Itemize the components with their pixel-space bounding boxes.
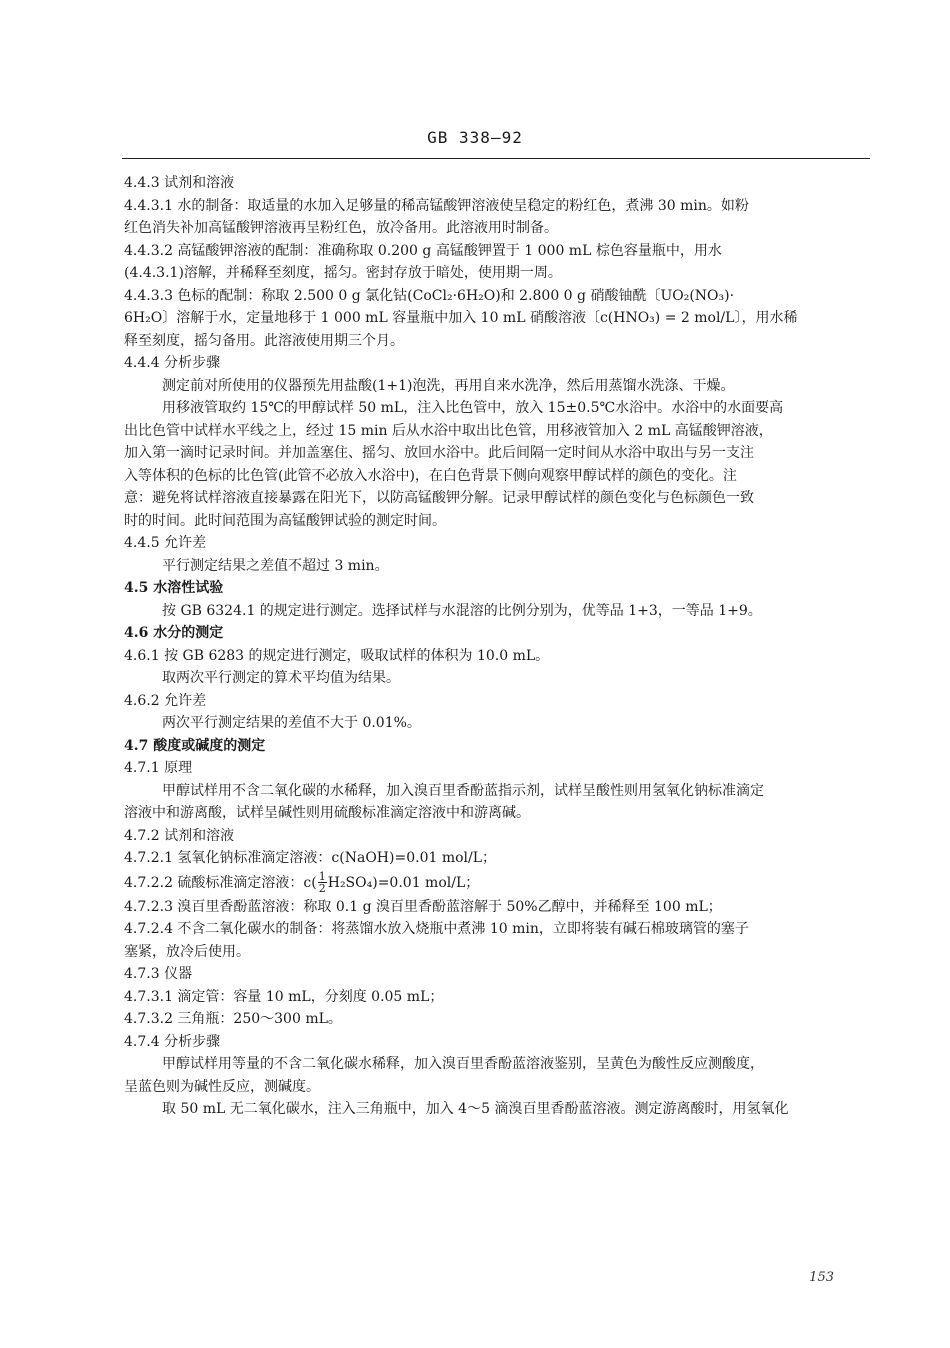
text-line-4-4-4-b: 用移液管取约 15℃的甲醇试样 50 mL，注入比色管中，放入 15±0.5℃水浴中。水浴中的水面要高 bbox=[162, 400, 784, 416]
fraction-denominator: 2 bbox=[318, 882, 326, 895]
text-line-4-7-2-4-a: 4.7.2.4 不含二氧化碳水的制备：将蒸馏水放入烧瓶中煮沸 10 min，立即将装有碱石棉玻璃管的塞子 bbox=[124, 921, 749, 937]
text-line-4-7-2-3: 4.7.2.3 溴百里香酚蓝溶液：称取 0.1 g 溴百里香酚蓝溶解于 50%乙醇中，并稀释至 100 mL； bbox=[124, 898, 722, 915]
text-line-4-6-1-a: 取两次平行测定的算术平均值为结果。 bbox=[162, 670, 400, 686]
text-line-4-5-a: 按 GB 6324.1 的规定进行测定。选择试样与水混溶的比例分别为，优等品 1+3，一等品 1+9。 bbox=[162, 602, 762, 619]
text-line-4-7-4-b: 呈蓝色则为碱性反应，测碱度。 bbox=[124, 1078, 320, 1095]
text-line-4-7: 4.7 酸度或碱度的测定 bbox=[124, 737, 266, 754]
text-line-4-4-4-d: 加入第一滴时记录时间。并加盖塞住、摇匀、放回水浴中。此后间隔一定时间从水浴中取出与另一支注 bbox=[124, 445, 754, 461]
text-line-4-4-3: 4.4.3 试剂和溶液 bbox=[124, 175, 235, 191]
document-header: GB 338—92 bbox=[427, 128, 523, 147]
text-line-4-7-1-a: 甲醇试样用不含二氧化碳的水稀释，加入溴百里香酚蓝指示剂，试样呈酸性则用氢氧化钠标准滴定 bbox=[162, 782, 764, 799]
text-line-4-4-5-a: 平行测定结果之差值不超过 3 min。 bbox=[162, 557, 389, 574]
text-line-4-7-3-1: 4.7.3.1 滴定管：容量 10 mL，分刻度 0.05 mL； bbox=[124, 988, 444, 1005]
text-line-4-4-3-1-b: 红色消失补加高锰酸钾溶液再呈粉红色，放冷备用。此溶液用时制备。 bbox=[124, 220, 558, 236]
text-line-4-6-1: 4.6.1 按 GB 6283 的规定进行测定，吸取试样的体积为 10.0 mL。 bbox=[124, 647, 550, 664]
text-line-4-4-4-f: 意：避免将试样溶液直接暴露在阳光下，以防高锰酸钾分解。记录甲醇试样的颜色变化与色标颜色一致 bbox=[124, 490, 754, 506]
text-line-4-6-2-a: 两次平行测定结果的差值不大于 0.01%。 bbox=[162, 715, 421, 731]
text-line-4-4-4-g: 时的时间。此时间范围为高锰酸钾试验的测定时间。 bbox=[124, 512, 446, 529]
text-line-4-7-2-1: 4.7.2.1 氢氧化钠标准滴定溶液：c(NaOH)=0.01 mol/L； bbox=[124, 850, 497, 866]
text-line-4-4-3-3-b: 6H₂O〕溶解于水，定量地移于 1 000 mL 容量瓶中加入 10 mL 硝酸溶液〔c(HNO₃) = 2 mol/L〕，用水稀 bbox=[124, 310, 798, 326]
text-line-4-7-3-2: 4.7.3.2 三角瓶：250～300 mL。 bbox=[124, 1011, 342, 1027]
text-line-4-7-2: 4.7.2 试剂和溶液 bbox=[124, 827, 235, 844]
frac-prefix: 4.7.2.2 硫酸标准滴定溶液：c( bbox=[124, 874, 317, 891]
text-line-4-7-1-b: 溶液中和游离酸，试样呈碱性则用硫酸标准滴定溶液中和游离碱。 bbox=[124, 805, 530, 821]
text-line-4-7-2-4-b: 塞紧，放冷后使用。 bbox=[124, 943, 250, 960]
text-line-4-4-3-1-a: 4.4.3.1 水的制备：取适量的水加入足够量的稀高锰酸钾溶液使呈稳定的粉红色，煮沸 30 min。如粉 bbox=[124, 197, 749, 214]
text-line-4-4-3-3-a: 4.4.3.3 色标的配制：称取 2.500 0 g 氯化钴(CoCl₂·6H₂O)和 2.800 0 g 硝酸铀酰〔UO₂(NO₃)· bbox=[124, 287, 735, 304]
text-line-4-7-1: 4.7.1 原理 bbox=[124, 760, 193, 776]
text-line-4-4-4-a: 测定前对所使用的仪器预先用盐酸(1+1)泡洗，再用自来水洗净，然后用蒸馏水洗涤、干燥。 bbox=[162, 377, 735, 394]
text-line-4-4-4-c: 出比色管中试样水平线之上，经过 15 min 后从水浴中取出比色管，用移液管加入 2 mL 高锰酸钾溶液， bbox=[124, 422, 773, 439]
header-rule bbox=[122, 158, 870, 159]
document-body bbox=[124, 172, 870, 1121]
text-line-4-4-3-2-a: 4.4.3.2 高锰酸钾溶液的配制：准确称取 0.200 g 高锰酸钾置于 1 000 mL 棕色容量瓶中，用水 bbox=[124, 242, 722, 259]
frac-suffix: H₂SO₄)=0.01 mol/L； bbox=[327, 874, 480, 891]
text-line-4-5: 4.5 水溶性试验 bbox=[124, 580, 224, 596]
text-line-4-4-5: 4.4.5 允许差 bbox=[124, 535, 207, 551]
text-line-4-7-4-a: 甲醇试样用等量的不含二氧化碳水稀释，加入溴百里香酚蓝溶液鉴别，呈黄色为酸性反应测酸度， bbox=[162, 1056, 764, 1072]
text-line-4-4-4-e: 入等体积的色标的比色管(此管不必放入水浴中)，在白色背景下侧向观察甲醇试样的颜色的变化。注 bbox=[124, 467, 737, 484]
text-line-4-4-4: 4.4.4 分析步骤 bbox=[124, 355, 221, 371]
text-line-4-6-2: 4.6.2 允许差 bbox=[124, 692, 207, 709]
text-line-4-7-2-2 bbox=[124, 870, 870, 896]
text-line-4-4-3-2-b: (4.4.3.1)溶解，并稀释至刻度，摇匀。密封存放于暗处，使用期一周。 bbox=[124, 265, 562, 281]
text-line-4-7-4: 4.7.4 分析步骤 bbox=[124, 1033, 221, 1050]
text-line-4-4-3-3-c: 释至刻度，摇匀备用。此溶液使用期三个月。 bbox=[124, 332, 404, 349]
fraction-numerator: 1 bbox=[318, 870, 326, 883]
text-line-4-7-4-c: 取 50 mL 无二氧化碳水，注入三角瓶中，加入 4～5 滴溴百里香酚蓝溶液。测定游离酸时，用氢氧化 bbox=[162, 1101, 789, 1117]
text-line-4-6: 4.6 水分的测定 bbox=[124, 625, 224, 641]
fraction bbox=[318, 871, 327, 894]
text-line-4-7-3: 4.7.3 仪器 bbox=[124, 966, 193, 982]
page-number: 153 bbox=[809, 1270, 834, 1285]
